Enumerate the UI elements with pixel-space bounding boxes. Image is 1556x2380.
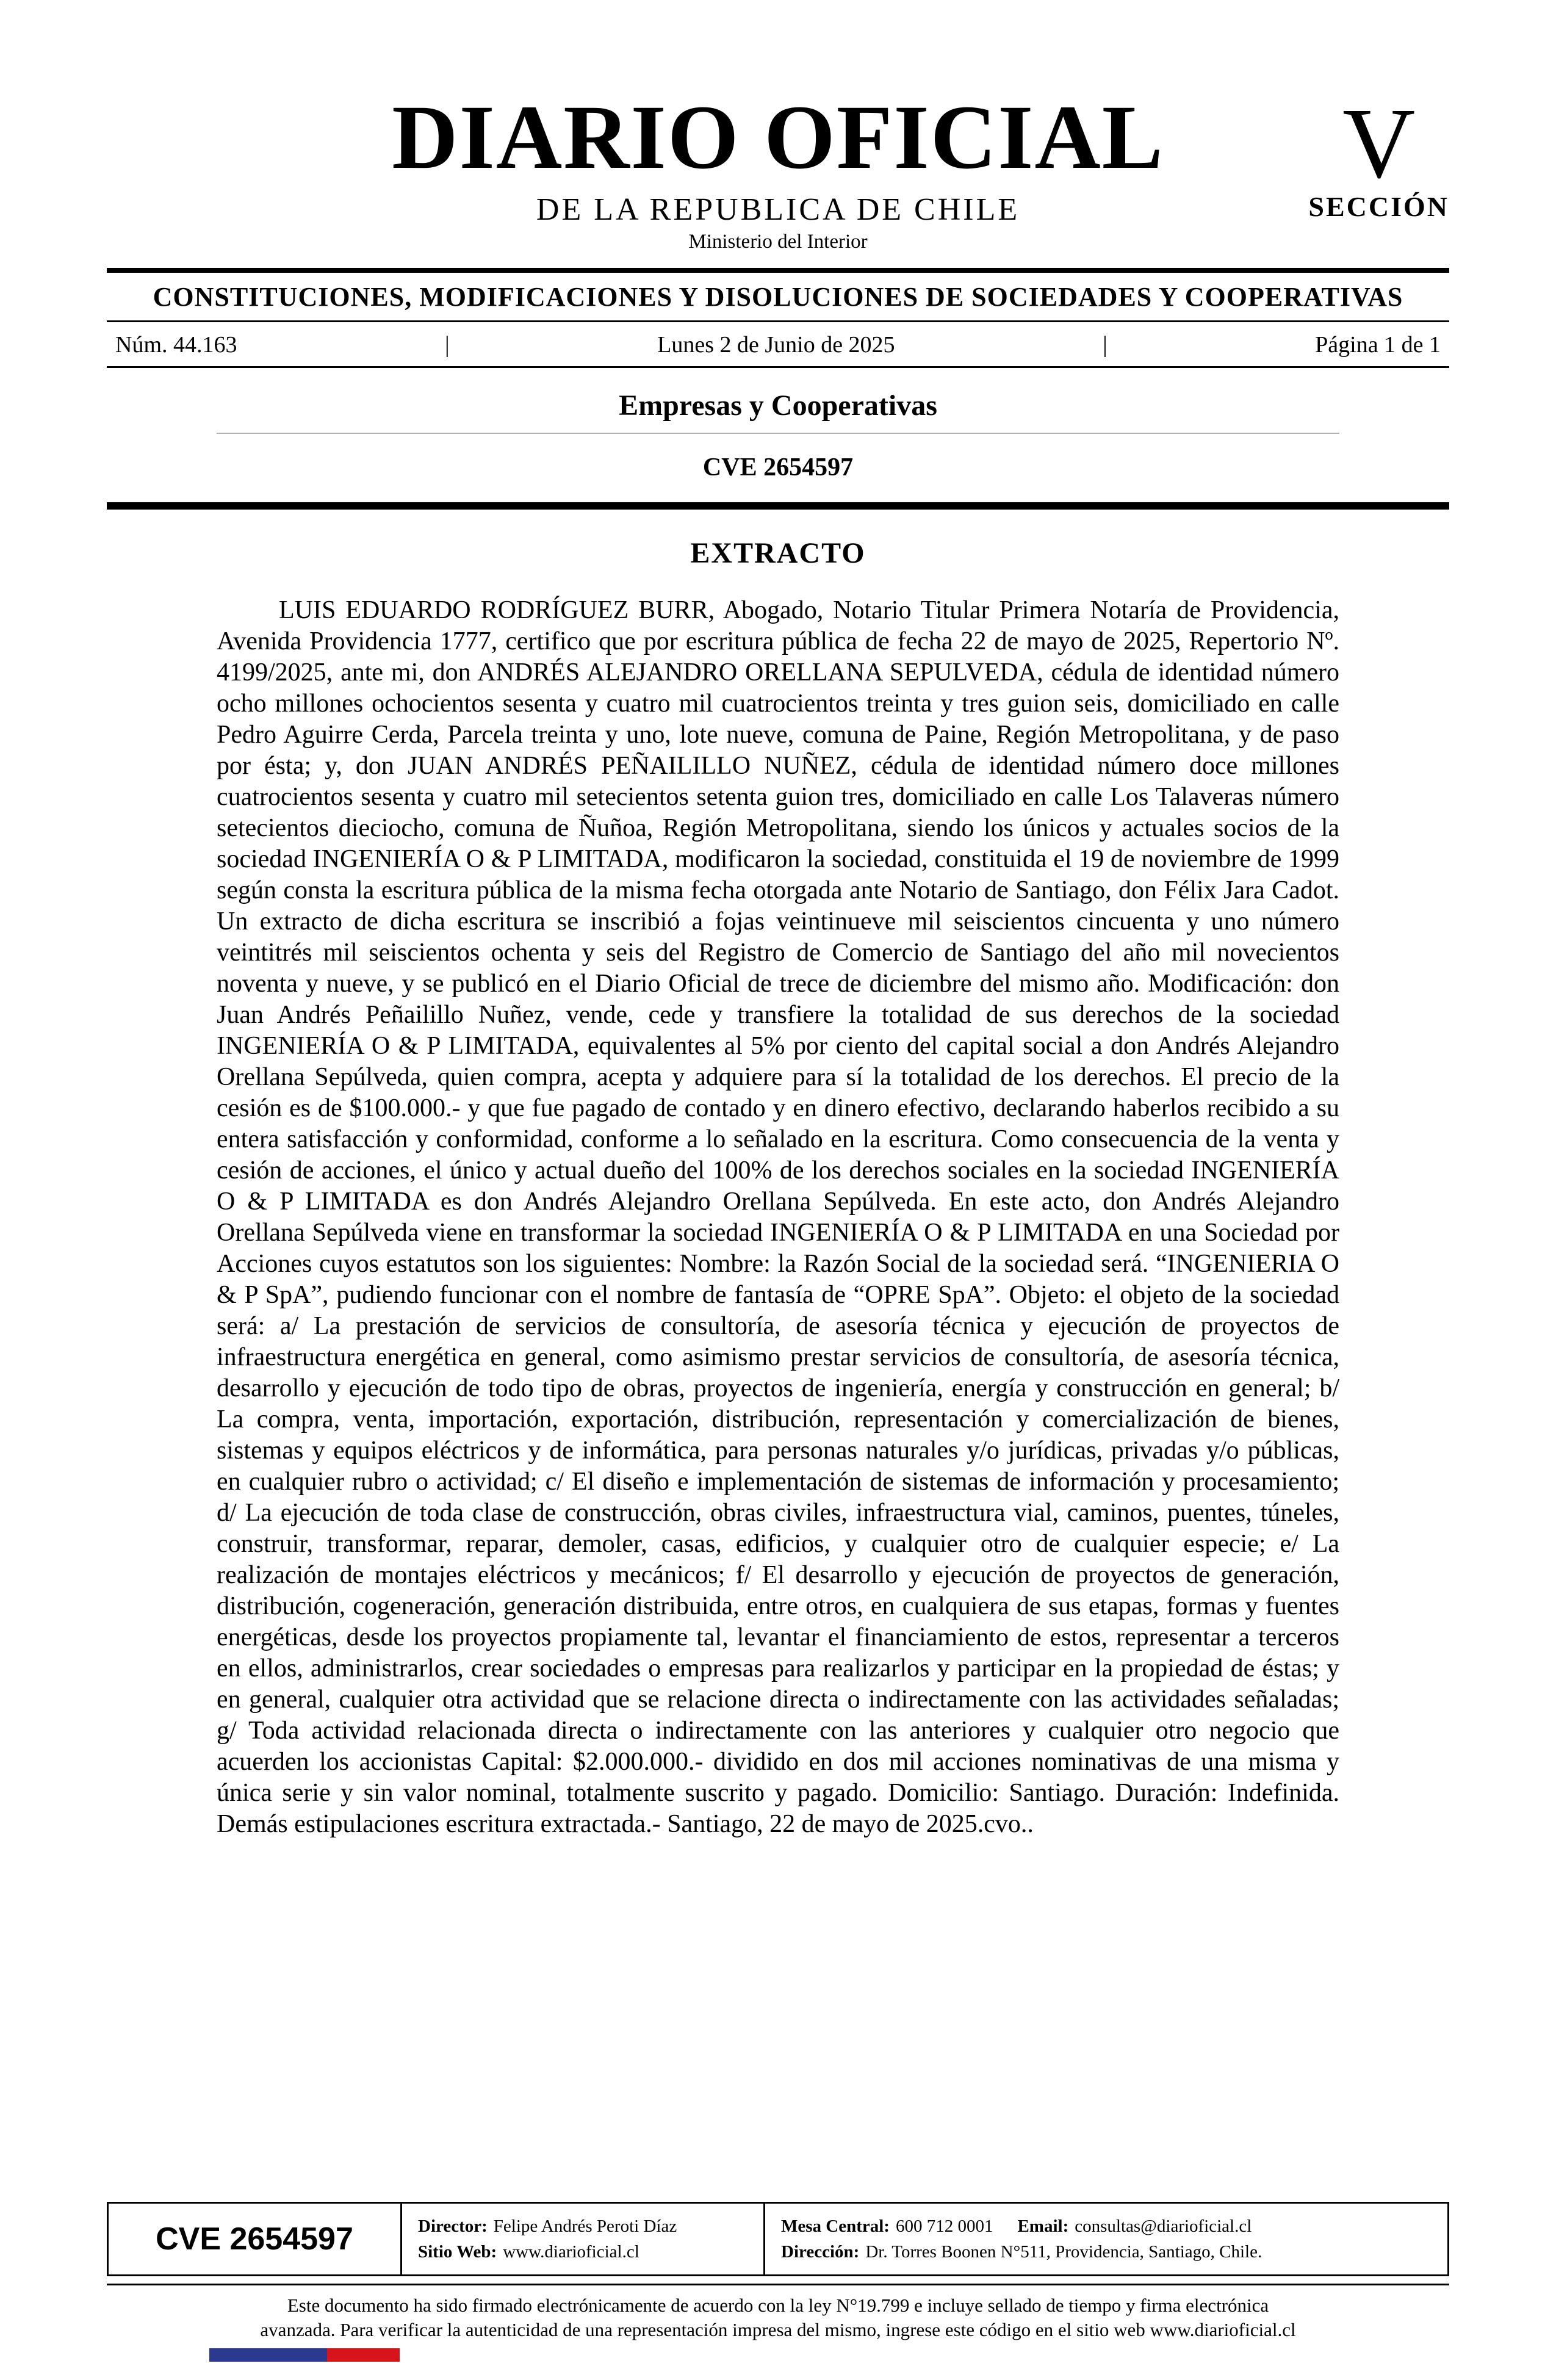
address-label: Dirección: [781, 2242, 860, 2262]
footer-box [107, 2202, 1449, 2276]
flag-blue-segment [209, 2348, 327, 2362]
disclaimer [107, 2293, 1449, 2342]
category-light-rule [217, 433, 1339, 434]
category-heading: Empresas y Cooperativas [619, 389, 937, 422]
footer-phone-email-line [781, 2213, 1432, 2239]
footer-director-cell [402, 2204, 763, 2274]
website-label: Sitio Web: [418, 2242, 497, 2262]
page-indicator: Página 1 de 1 [1315, 332, 1441, 358]
meta-bottom-rule [107, 366, 1449, 368]
chile-flag-bar [209, 2348, 400, 2362]
disclaimer-line-1: Este documento ha sido firmado electrónicamente de acuerdo con la ley N°19.799 e incluye sellado de tiempo y firma electrónica [287, 2295, 1269, 2316]
footer-website-line [418, 2239, 747, 2265]
footer-cve: CVE 2654597 [156, 2221, 353, 2257]
footer-separator-rule [107, 2284, 1449, 2285]
section-letter: V [1342, 87, 1416, 199]
section-box [1308, 87, 1449, 222]
band-title: CONSTITUCIONES, MODIFICACIONES Y DISOLUCIONES DE SOCIEDADES Y COOPERATIVAS [153, 282, 1403, 312]
phone-label: Mesa Central: [781, 2216, 890, 2236]
footer-contact-cell [765, 2204, 1447, 2274]
masthead-title: DIARIO OFICIAL [392, 87, 1164, 188]
email-value: consultas@diarioficial.cl [1075, 2216, 1252, 2236]
flag-red-segment [327, 2348, 400, 2362]
issue-date: Lunes 2 de Junio de 2025 [657, 332, 895, 358]
body-paragraph: LUIS EDUARDO RODRÍGUEZ BURR, Abogado, Notario Titular Primera Notaría de Providencia, Avenida Providencia 1777, certifico que por escritura pública de fecha 22 de mayo de 2025, Repertorio Nº. 4199/2025, ante mi, don ANDRÉS ALEJANDRO ORELLANA SEPULVEDA, cédula de identidad número ocho millones ochocientos sesenta y cuatro mil cuatrocientos treinta y tres guion seis, domiciliado en calle Pedro Aguirre Cerda, Parcela treinta y uno, lote nueve, comuna de Paine, Región Metropolitana, y de paso por ésta; y, don JUAN ANDRÉS PEÑAILILLO NUÑEZ, cédula de identidad número doce millones cuatrocientos sesenta y cuatro mil setecientos setenta guion tres, domiciliado en calle Los Talaveras número setecientos dieciocho, comuna de Ñuñoa, Región Metropolitana, siendo los únicos y actuales socios de la sociedad INGENIERÍA O & P LIMITADA, modificaron la sociedad, constituida el 19 de noviembre de 1999 según consta la escritura pública de la misma fecha otorgada ante Notario de Santiago, don Félix Jara Cadot. Un extracto de dicha escritura se inscribió a fojas veintinueve mil seiscientos cincuenta y uno número veintitrés mil seiscientos ochenta y seis del Registro de Comercio de Santiago del año mil novecientos noventa y nueve, y se publicó en el Diario Oficial de trece de diciembre del mismo año. Modificación: don Juan Andrés Peñailillo Nuñez, vende, cede y transfiere la totalidad de sus derechos de la sociedad INGENIERÍA O & P LIMITADA, equivalentes al 5% por ciento del capital social a don Andrés Alejandro Orellana Sepúlveda, quien compra, acepta y adquiere para sí la totalidad de los derechos. El precio de la cesión es de $100.000.- y que fue pagado de contado y en dinero efectivo, declarando haberlos recibido a su entera satisfacción y conformidad, conforme a lo señalado en la escritura. Como consecuencia de la venta y cesión de acciones, el único y actual dueño del 100% de los derechos sociales en la sociedad INGENIERÍA O & P LIMITADA es don Andrés Alejandro Orellana Sepúlveda. En este acto, don Andrés Alejandro Orellana Sepúlveda viene en transformar la sociedad INGENIERÍA O & P LIMITADA en una Sociedad por Acciones cuyos estatutos son los siguientes: Nombre: la Razón Social de la sociedad será. “INGENIERIA O & P SpA”, pudiendo funcionar con el nombre de fantasía de “OPRE SpA”. Objeto: el objeto de la sociedad será: a/ La prestación de servicios de consultoría, de asesoría técnica y ejecución de proyectos de infraestructura energética en general, como asimismo prestar servicios de consultoría, de asesoría técnica, desarrollo y ejecución de todo tipo de obras, proyectos de ingeniería, energía y construcción en general; b/ La compra, venta, importación, exportación, distribución, representación y comercialización de bienes, sistemas y equipos eléctricos y de informática, para personas naturales y/o jurídicas, privadas y/o públicas, en cualquier rubro o actividad; c/ El diseño e implementación de sistemas de información y procesamiento; d/ La ejecución de toda clase de construcción, obras civiles, infraestructura vial, caminos, puentes, túneles, construir, transformar, reparar, demoler, casas, edificios, y cualquier otro de cualquier especie; e/ La realización de montajes eléctricos y mecánicos; f/ El desarrollo y ejecución de proyectos de generación, distribución, cogeneración, generación distribuida, entre otros, en cualquiera de sus etapas, formas y fuentes energéticas, desde los proyectos propiamente tal, levantar el financiamiento de estos, representar a terceros en ellos, administrarlos, crear sociedades o empresas para realizarlos y participar en la propiedad de éstas; y en general, cualquier otra actividad que se relacione directa o indirectamente con las actividades señaladas; g/ Toda actividad relacionada directa o indirectamente con las anteriores y cualquier otro negocio que acuerden los accionistas Capital: $2.000.000.- dividido en dos mil acciones nominativas de una misma y única serie y sin valor nominal, totalmente suscrito y pagado. Domicilio: Santiago. Duración: Indefinida. Demás estipulaciones escritura extractada.- Santiago, 22 de mayo de 2025.cvo.. [217, 596, 1339, 1838]
director-value: Felipe Andrés Peroti Díaz [493, 2216, 677, 2236]
masthead [0, 0, 1556, 252]
phone-value: 600 712 0001 [895, 2216, 993, 2236]
cve-heading: CVE 2654597 [702, 453, 854, 481]
disclaimer-line-2: avanzada. Para verificar la autenticidad de una representación impresa del mismo, ingrese este código en el sitio web www.diarioficial.cl [260, 2319, 1296, 2340]
director-label: Director: [418, 2216, 488, 2236]
meta-row [107, 322, 1449, 366]
issue-number: Núm. 44.163 [115, 332, 237, 358]
email-label: Email: [1017, 2216, 1069, 2236]
extract-heading: EXTRACTO [690, 537, 866, 569]
footer-director-line [418, 2213, 747, 2239]
header-double-rule [107, 268, 1449, 273]
masthead-subtitle: DE LA REPUBLICA DE CHILE [536, 192, 1020, 227]
extract-double-rule [107, 502, 1449, 510]
address-value: Dr. Torres Boonen N°511, Providencia, Santiago, Chile. [865, 2242, 1262, 2262]
footer-address-line [781, 2239, 1432, 2265]
separator-pipe-2: | [1103, 332, 1108, 358]
section-label: SECCIÓN [1308, 191, 1449, 222]
website-value: www.diarioficial.cl [503, 2242, 639, 2262]
ministry-label: Ministerio del Interior [688, 231, 868, 253]
separator-pipe-1: | [445, 332, 450, 358]
